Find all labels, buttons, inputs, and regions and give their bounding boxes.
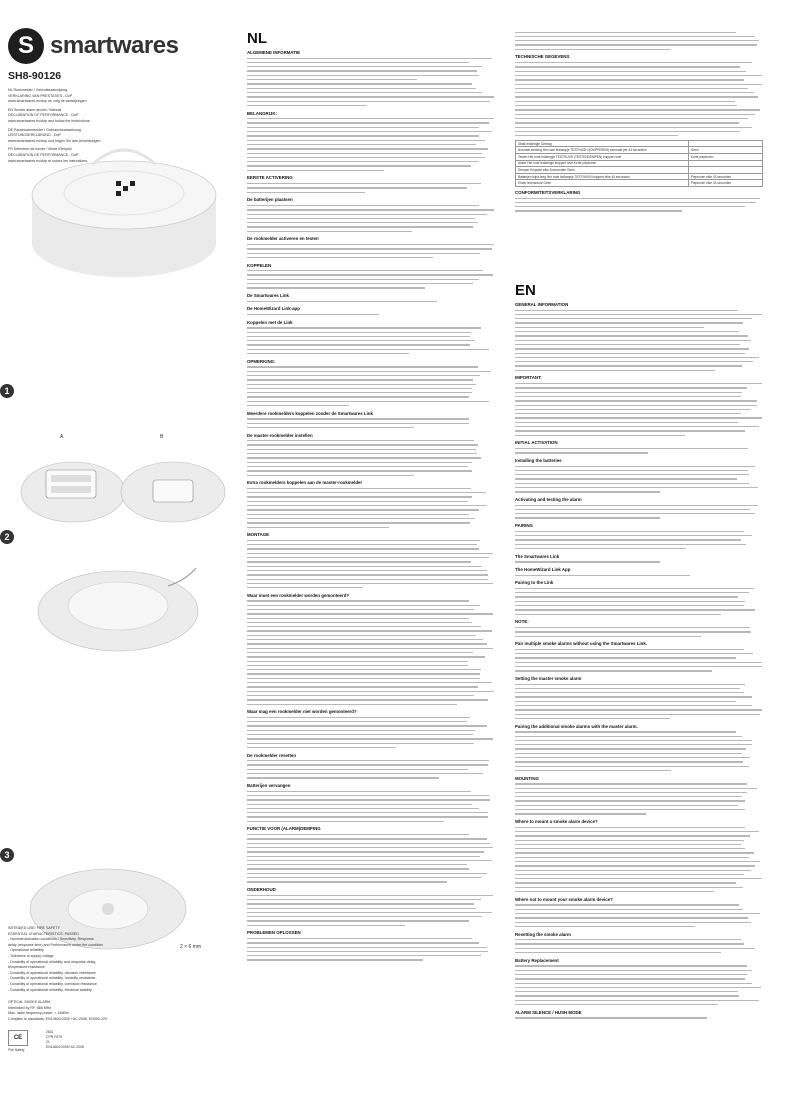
en-body-text-line <box>515 889 765 893</box>
nl-section-heading: Waar moet een rookmelder worden gemonteerd? <box>247 592 350 598</box>
nl-body-text-line <box>247 958 497 962</box>
nl-section-heading: Meerdere rookmelders koppelen zonder de Smartwares Link <box>247 410 373 416</box>
table-cell: Testen Het rode ledlampje TESTHUSH (TESTENDEMPEN) knippert snel <box>516 154 689 161</box>
en-section-heading: The HomeWizard Link App <box>515 566 571 572</box>
table-cell: Pieptonen elke 43 seconden <box>688 180 762 187</box>
model-number: SH8-90126 <box>8 70 62 82</box>
en-body-text-line <box>515 634 765 638</box>
nl-section-heading: Batterijen vervangen <box>247 783 291 789</box>
nl-body-text-line <box>247 923 497 927</box>
nl2-section-heading: TECHNISCHE GEGEVENS <box>515 54 570 60</box>
en-section-heading: The Smartwares Link <box>515 553 560 559</box>
table-cell: Pieptonen elke 43 seconden <box>688 173 762 180</box>
cert-line: 21 <box>46 1040 50 1044</box>
index-line: NL Rookmelder / Gebruiksaanwijzing <box>8 88 67 92</box>
brand-name: smartwares <box>50 32 179 59</box>
nl-section-heading: PROBLEMEN OPLOSSEN <box>247 930 301 936</box>
cert-line: CPR-F879 <box>46 1035 63 1039</box>
en-body-text-line <box>515 612 765 616</box>
table-cell: Einde levensduur Geen <box>516 180 689 187</box>
fire-safety-line: - Durability of operational reliability, corrosion resistance <box>8 981 97 986</box>
en-body-text-line <box>515 768 765 772</box>
nl-section-heading: Koppelen met de Link <box>247 319 293 325</box>
nl-section-heading: FUNCTIE VOOR (ALARM)DEMPING <box>247 826 321 832</box>
index-line: EN Smoke alarm device / Manual <box>8 107 62 112</box>
table-cell <box>688 167 762 174</box>
nl-section-heading: De Smartwares Link <box>247 293 289 299</box>
nl2-body-text-line <box>515 134 765 138</box>
table-row <box>516 160 763 167</box>
table-row <box>516 167 763 174</box>
en-section-heading: Battery Replacement <box>515 957 559 963</box>
table-cell <box>688 140 762 147</box>
nl2-conformity-body-text-line <box>515 209 765 213</box>
nl-body-text-line <box>247 745 497 749</box>
nl-section-heading: De rookmelder activeren en testen <box>247 236 319 242</box>
table-cell: Geen <box>688 147 762 154</box>
en-section-heading: Installing the batteries <box>515 457 562 463</box>
en-section-heading: ALARM SILENCE / HUSH MODE <box>515 1009 582 1015</box>
figure-2-number: 2 <box>0 530 14 544</box>
en-section-heading: Resetting the smoke alarm <box>515 931 571 937</box>
conformity-heading: CONFORMITEITSVERKLARING <box>515 189 581 195</box>
en-section-heading: PAIRING <box>515 523 533 529</box>
nl-language-title: NL <box>247 30 267 47</box>
optical-line: Max. radio frequency power: < 14dBm <box>8 1011 69 1016</box>
table-cell: Normale werking Het rode ledlampje TESTHUSH (KNIPPEREN) eenmaal per 44 seconden <box>516 147 689 154</box>
nl-body-text-line <box>247 255 497 259</box>
en-language-title: EN <box>515 282 536 299</box>
smoke-alarm-product-image <box>22 125 227 295</box>
en-body-text-line <box>515 1016 765 1020</box>
index-line: DÉCLARATION DE PERFORMANCE - DoP <box>8 152 79 157</box>
figure-3-screw-label: 2 × 6 mm <box>180 944 201 950</box>
table-cell: Demper Knippert elke 8 seconden Geen <box>516 167 689 174</box>
en-section-heading: INITIAL ACTIVATION <box>515 440 558 446</box>
en-body-text-line <box>515 490 765 494</box>
nl-body-text-line <box>247 473 497 477</box>
en-body-text-line <box>515 516 765 520</box>
optical-line: Complies to standards: EN14604:2005 +AC:2008, EN300-220 <box>8 1016 107 1021</box>
nl-column <box>247 30 497 962</box>
index-line: www.smartwares.eu/dop and follow the instructions. <box>8 118 91 123</box>
nl-body-text-line <box>247 103 497 107</box>
index-line: www.smartwares.eu/dop en volg de aanwijzingen. <box>8 99 88 104</box>
en-body-text-line <box>515 950 765 954</box>
nl-section-heading: KOPPELEN <box>247 262 272 268</box>
en-body-text-line <box>515 1002 765 1006</box>
ce-mark: CE <box>8 1030 28 1046</box>
table-row <box>516 173 763 180</box>
en-section-heading: Where not to mount your smoke alarm device? <box>515 896 613 902</box>
en-body-text-line <box>515 669 765 673</box>
nl-section-heading: Extra rookmelders koppelen aan de master-rookmelder <box>247 480 363 486</box>
fire-safety-line: - Durability of operational reliability, humidity resistance <box>8 976 96 981</box>
nl-body-text-line <box>247 312 497 316</box>
nl-body-text-line <box>247 525 497 529</box>
nl-body-text-line <box>247 403 497 407</box>
nl-section-heading: De rookmelder resetten <box>247 752 297 758</box>
table-cell: Batterijen bijna leeg Het rode ledlampje TESTHUSH knippert elke 44 seconden <box>516 173 689 180</box>
en-section-heading: IMPORTANT: <box>515 375 542 381</box>
fire-safety-line: - Durability of operational reliability, vibration resistance <box>8 970 96 975</box>
figure-3-number: 3 <box>0 848 14 862</box>
nl-continued-column <box>515 30 765 213</box>
optical-smoke-alarm-info <box>8 1000 230 1022</box>
nl-section-heading: BELANGRIJK: <box>247 110 278 116</box>
index-line: www.smartwares.eu/dop und folgen Sie den Anweisungen. <box>8 138 102 143</box>
fire-safety-characteristics <box>8 926 230 993</box>
nl-body-text-line <box>247 880 497 884</box>
index-line: www.smartwares.eu/dop et suivez les instructions. <box>8 158 89 163</box>
en-section-heading: MOUNTING <box>515 775 539 781</box>
nl-body-text-line <box>247 229 497 233</box>
fire-safety-line: temperature resistance <box>8 965 45 970</box>
fire-safety-line: - Durability of operational reliability and response delay, <box>8 959 97 964</box>
index-line: DECLARATION OF PERFORMANCE - DoP <box>8 113 79 118</box>
table-row <box>516 140 763 147</box>
en-column <box>515 282 765 1020</box>
table-cell <box>688 160 762 167</box>
en-section-heading: Pair multiple smoke alarms without using the Smartwares Link. <box>515 641 647 647</box>
table-cell: Staat ledlampje Gedrag <box>516 140 689 147</box>
en-section-heading: GENERAL INFORMATION <box>515 302 569 307</box>
optical-line: OPTICAL SMOKE ALARM <box>8 1000 51 1004</box>
optical-line: Interlinked by RF, 868 MHz <box>8 1005 52 1010</box>
figure-2-activation-diagram <box>18 546 228 666</box>
figure-2 <box>0 530 232 670</box>
index-line: FR Détecteur de fumée / Mode d'emploi <box>8 147 72 152</box>
cert-line: EN14604:2005+AC:2008 <box>46 1045 84 1049</box>
nl-section-heading: EERSTE ACTIVERING <box>247 175 293 181</box>
en-body-text-line <box>515 368 765 372</box>
nl-body-text-line <box>247 702 497 706</box>
en-section-heading: Activating and testing the alarm <box>515 496 582 502</box>
nl-body-text-line <box>247 425 497 429</box>
brand-mark: S <box>8 28 44 64</box>
nl-section-heading: OPMERKING: <box>247 358 276 364</box>
fire-safety-line: ESSENTIAL CHARACTERISTICS: PASSED <box>8 931 79 936</box>
en-body-text-line <box>515 546 765 550</box>
table-row <box>516 154 763 161</box>
en-section-heading: Pairing to the Link <box>515 580 554 586</box>
nl-body-text-line <box>247 286 497 290</box>
nl-section-heading: Waar mag een rookmelder niet worden gemonteerd? <box>247 709 357 715</box>
nl2-body-text-line <box>515 47 765 51</box>
figure-1-number: 1 <box>0 384 14 398</box>
en-body-text-line <box>515 433 765 437</box>
en-body-text-line <box>515 812 765 816</box>
led-behaviour-table <box>515 140 763 187</box>
en-section-heading: Where to mount a smoke alarm device? <box>515 819 598 825</box>
brand-logo <box>8 28 178 64</box>
table-row <box>516 147 763 154</box>
nl-section-heading: De master-rookmelder instellen <box>247 432 313 438</box>
en-section-heading: Setting the master smoke alarm <box>515 676 582 681</box>
table-cell: Korte pieptonen <box>688 154 762 161</box>
certification-info <box>46 1030 84 1050</box>
fire-safety-line: - Operational reliability <box>8 948 44 953</box>
figure-1-battery-diagram <box>18 442 228 527</box>
fire-safety-line: INTENDED USE: FIRE SAFETY <box>8 926 60 930</box>
en-body-text-line <box>515 924 765 928</box>
nl-body-text-line <box>247 776 497 780</box>
index-line: LEISTUNGSERKLÄRUNG - DoP <box>8 133 61 138</box>
en-body-text-line <box>515 560 765 564</box>
figure-1 <box>0 384 232 529</box>
en-section-heading: Pairing the additional smoke alarms with the master alarm. <box>515 723 638 729</box>
fire-safety-line: - Tolerance to supply voltage <box>8 953 54 958</box>
nl-section-heading: MONTAGE <box>247 532 270 538</box>
cert-line: 2831 <box>46 1030 54 1034</box>
figure-1-label-b: B <box>160 434 164 440</box>
nl-body-text-line <box>247 351 497 355</box>
en-section-heading: NOTE: <box>515 619 529 625</box>
nl-section-heading: De HomeWizard Link-app <box>247 306 300 312</box>
en-body-text-line <box>515 451 765 455</box>
fire-safety-line: delay (response time) and Performance under fire condition <box>8 942 103 947</box>
nl-body-text-line <box>247 586 497 590</box>
figure-1-label-a: A <box>60 434 64 440</box>
table-cell: Alarm Het rode ledlampje knippert snel Korte pieptonen <box>516 160 689 167</box>
table-row <box>516 180 763 187</box>
en-body-text-line <box>515 573 765 577</box>
fire-safety-line: - Durability of operational reliability, electrical stability <box>8 987 92 992</box>
nl-body-text-line <box>247 168 497 172</box>
nl-body-text-line <box>247 819 497 823</box>
en-body-text-line <box>515 716 765 720</box>
nl-section-heading: ALGEMENE INFORMATIE <box>247 50 301 55</box>
nl-body-text-line <box>247 190 497 194</box>
fire-safety-line: - Nominal activation conditions / Sensitivity, Response <box>8 937 94 942</box>
index-line: VERKLARING VAN PRESTATIES - DoP <box>8 93 73 98</box>
nl-body-text-line <box>247 299 497 303</box>
nl-section-heading: De batterijen plaatsen <box>247 197 293 203</box>
fire-safety-caption: Fire Safety <box>8 1048 25 1052</box>
nl-section-heading: ONDERHOUD <box>247 887 276 893</box>
index-line: DE Rauchwarnmelder / Gebrauchsanweisung <box>8 127 81 132</box>
